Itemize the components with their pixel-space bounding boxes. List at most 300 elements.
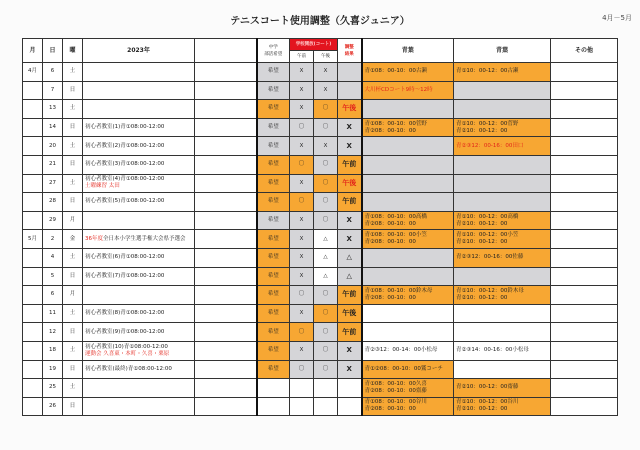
aoba-1-cell	[362, 230, 454, 249]
weekday-cell: 土	[63, 248, 83, 267]
result-cell: 午後	[338, 100, 362, 119]
weekday-cell: 日	[63, 155, 83, 174]
blank-cell	[195, 248, 257, 267]
weekday-cell: 日	[63, 81, 83, 100]
aoba-1-cell	[362, 118, 454, 137]
blank-cell	[195, 360, 257, 379]
date-range: 4月－5月	[602, 14, 632, 22]
am-cell: X	[290, 81, 314, 100]
booking-text: 青②10：00-12：00	[456, 406, 508, 413]
blank-cell	[195, 304, 257, 323]
aoba-1-cell	[362, 397, 454, 416]
aoba-2-cell	[454, 137, 551, 156]
aoba-2-cell	[454, 211, 551, 230]
table-row	[23, 100, 618, 119]
aoba-1-cell	[362, 360, 454, 379]
booking-text: 青②08：00-10：00齋藤	[364, 387, 427, 394]
aoba-2-cell	[454, 248, 551, 267]
result-cell	[338, 63, 362, 82]
pm-cell: 〇	[314, 174, 338, 193]
result-cell: △	[338, 248, 362, 267]
booking-text: 青①10：00-12：00小笠	[456, 232, 519, 239]
table-row	[23, 193, 618, 212]
booking-text: 青②08：00-10：00	[364, 127, 416, 134]
day-cell: 6	[43, 286, 63, 305]
pm-cell: 〇	[314, 323, 338, 342]
month-cell	[23, 81, 43, 100]
club-request-cell: 希望	[257, 174, 290, 193]
event-text: 初心者教室(4)青①08:00-12:00	[85, 176, 165, 183]
pm-cell: 〇	[314, 360, 338, 379]
month-cell	[23, 267, 43, 286]
booking-text: 青②10：00-12：00	[456, 127, 508, 134]
event-text: 初心者教室(9)青①08:00-12:00	[85, 328, 165, 335]
result-cell: △	[338, 267, 362, 286]
aoba-2-cell	[454, 267, 551, 286]
am-cell: X	[290, 304, 314, 323]
booking-text: 青①08：00-10：00古瀬	[364, 68, 427, 75]
pm-cell: 〇	[314, 193, 338, 212]
club-request-cell: 希望	[257, 267, 290, 286]
weekday-cell: 日	[63, 360, 83, 379]
booking-text: 青①08：00-10：00高橋	[364, 213, 427, 220]
aoba-1-cell	[362, 248, 454, 267]
aoba-2-cell	[454, 341, 551, 360]
blank-cell	[195, 118, 257, 137]
club-request-cell: 希望	[257, 360, 290, 379]
result-cell: X	[338, 118, 362, 137]
header-other: その他	[551, 39, 618, 63]
pm-cell: 〇	[314, 155, 338, 174]
table-row	[23, 137, 618, 156]
result-cell: 午後	[338, 174, 362, 193]
club-request-cell: 希望	[257, 341, 290, 360]
pm-cell: 〇	[314, 286, 338, 305]
club-request-cell: 希望	[257, 137, 290, 156]
result-cell: 午後	[338, 304, 362, 323]
table-row	[23, 379, 618, 398]
event-cell	[83, 323, 195, 342]
day-cell: 18	[43, 341, 63, 360]
blank-cell	[195, 341, 257, 360]
result-cell	[338, 379, 362, 398]
result-cell: X	[338, 360, 362, 379]
booking-text: 青②08：00-10：00	[364, 406, 416, 413]
header-month: 月	[23, 39, 43, 63]
event-text: 全日本小学生選手権大会県予選会	[103, 235, 186, 242]
pm-cell: △	[314, 267, 338, 286]
table-row	[23, 267, 618, 286]
aoba-1-cell	[362, 267, 454, 286]
header-blank	[195, 39, 257, 63]
day-cell: 26	[43, 397, 63, 416]
pm-cell: X	[314, 63, 338, 82]
header-weekday: 曜	[63, 39, 83, 63]
day-cell: 21	[43, 155, 63, 174]
blank-cell	[195, 63, 257, 82]
event-cell	[83, 211, 195, 230]
club-request-cell: 希望	[257, 323, 290, 342]
booking-text: 青②08：00-10：00	[364, 239, 416, 246]
result-cell: X	[338, 341, 362, 360]
blank-cell	[195, 81, 257, 100]
am-cell: X	[290, 100, 314, 119]
aoba-2-cell	[454, 81, 551, 100]
table-row	[23, 360, 618, 379]
blank-cell	[195, 137, 257, 156]
event-cell	[83, 100, 195, 119]
am-cell: X	[290, 211, 314, 230]
pm-cell: 〇	[314, 304, 338, 323]
day-cell: 28	[43, 193, 63, 212]
aoba-2-cell	[454, 155, 551, 174]
other-cell	[551, 137, 618, 156]
booking-text: 青②③14：00-16：00小松母	[456, 347, 529, 354]
header-school-open: 学校開放(コート)	[290, 39, 338, 51]
booking-text: 青①10：00-12：00古瀬	[456, 68, 519, 75]
event-text: 初心者教室(7)青①08:00-12:00	[85, 272, 165, 279]
booking-text: 青①08：00-10：00小笠	[364, 232, 427, 239]
blank-cell	[195, 100, 257, 119]
event-note: 土曜練習 太田	[85, 183, 120, 190]
other-cell	[551, 81, 618, 100]
pm-cell: △	[314, 230, 338, 249]
event-text: 初心者教室(2)青①08:00-12:00	[85, 142, 165, 149]
booking-text: 青②③12：00-16：00佐藤	[456, 254, 524, 261]
am-cell: 〇	[290, 286, 314, 305]
aoba-2-cell	[454, 323, 551, 342]
event-cell	[83, 286, 195, 305]
weekday-cell: 日	[63, 323, 83, 342]
booking-text: 青②③12：00-14：00小松母	[364, 347, 438, 354]
event-cell	[83, 267, 195, 286]
table-row	[23, 211, 618, 230]
blank-cell	[195, 397, 257, 416]
header-aoba-2: 青葉	[454, 39, 551, 63]
table-row	[23, 286, 618, 305]
event-text: 初心者教室(3)青①08:00-12:00	[85, 161, 165, 168]
pm-cell: 〇	[314, 341, 338, 360]
aoba-2-cell	[454, 63, 551, 82]
blank-cell	[195, 211, 257, 230]
blank-cell	[195, 230, 257, 249]
weekday-cell: 土	[63, 341, 83, 360]
aoba-2-cell	[454, 286, 551, 305]
event-note: 運動会 久喜東・本町・久喜・栗原	[85, 350, 170, 357]
table-row	[23, 304, 618, 323]
aoba-1-cell	[362, 63, 454, 82]
day-cell: 27	[43, 174, 63, 193]
other-cell	[551, 118, 618, 137]
other-cell	[551, 379, 618, 398]
weekday-cell: 月	[63, 286, 83, 305]
pm-cell: 〇	[314, 118, 338, 137]
table-row	[23, 174, 618, 193]
result-cell: X	[338, 211, 362, 230]
club-request-cell	[257, 397, 290, 416]
month-cell	[23, 193, 43, 212]
other-cell	[551, 304, 618, 323]
result-cell	[338, 81, 362, 100]
club-request-cell: 希望	[257, 286, 290, 305]
am-cell	[290, 397, 314, 416]
event-cell	[83, 230, 195, 249]
event-cell	[83, 118, 195, 137]
result-cell: X	[338, 230, 362, 249]
booking-text: 青①10：00-12：00谷川	[456, 399, 519, 406]
aoba-1-cell	[362, 286, 454, 305]
am-cell: 〇	[290, 118, 314, 137]
header-pm: 午後	[314, 51, 338, 63]
am-cell: X	[290, 341, 314, 360]
blank-cell	[195, 174, 257, 193]
weekday-cell: 土	[63, 100, 83, 119]
booking-text: 青①08：00-10：00菅野	[364, 120, 427, 127]
pm-cell: 〇	[314, 100, 338, 119]
day-cell: 2	[43, 230, 63, 249]
header-aoba-1: 青葉	[362, 39, 454, 63]
club-request-cell: 希望	[257, 304, 290, 323]
aoba-1-cell	[362, 341, 454, 360]
month-cell	[23, 248, 43, 267]
event-cell	[83, 193, 195, 212]
booking-text: 青②10：00-12：00	[456, 294, 508, 301]
booking-text: 青②08：00-10：00	[364, 294, 416, 301]
pm-cell: 〇	[314, 211, 338, 230]
day-cell: 12	[43, 323, 63, 342]
table-row	[23, 248, 618, 267]
booking-text: 青②10：00-12：00	[456, 239, 508, 246]
result-cell: 午前	[338, 323, 362, 342]
event-cell	[83, 397, 195, 416]
result-cell: X	[338, 137, 362, 156]
pm-cell	[314, 397, 338, 416]
club-request-cell: 希望	[257, 193, 290, 212]
booking-text: 青①②08：00-10：00鷲コーチ	[364, 365, 443, 372]
aoba-2-cell	[454, 397, 551, 416]
event-cell	[83, 379, 195, 398]
booking-text: 青②③12：00-16：00田口	[456, 142, 524, 149]
event-cell	[83, 81, 195, 100]
am-cell: 〇	[290, 155, 314, 174]
aoba-1-cell	[362, 193, 454, 212]
aoba-2-cell	[454, 193, 551, 212]
other-cell	[551, 397, 618, 416]
day-cell: 5	[43, 267, 63, 286]
am-cell	[290, 379, 314, 398]
month-cell	[23, 286, 43, 305]
blank-cell	[195, 267, 257, 286]
weekday-cell: 土	[63, 379, 83, 398]
other-cell	[551, 286, 618, 305]
club-request-cell: 希望	[257, 100, 290, 119]
blank-cell	[195, 155, 257, 174]
weekday-cell: 土	[63, 137, 83, 156]
aoba-1-cell	[362, 155, 454, 174]
aoba-2-cell	[454, 100, 551, 119]
result-cell: 午前	[338, 193, 362, 212]
month-cell	[23, 397, 43, 416]
am-cell: 〇	[290, 360, 314, 379]
booking-text: 青①08：00-10：00久喜	[364, 380, 427, 387]
table-row	[23, 155, 618, 174]
booking-text: 青①08：00-10：00谷川	[364, 399, 427, 406]
event-cell	[83, 155, 195, 174]
month-cell	[23, 323, 43, 342]
header-year: 2023年	[83, 39, 195, 63]
booking-text: 青①10：00-12：00菅野	[456, 120, 519, 127]
event-cell	[83, 174, 195, 193]
event-text: 初心者教室(10)青①08:00-12:00	[85, 343, 168, 350]
booking-text: 青②10：00-12：00	[456, 220, 508, 227]
club-request-cell: 希望	[257, 118, 290, 137]
am-cell: 〇	[290, 323, 314, 342]
club-request-cell: 希望	[257, 248, 290, 267]
table-row	[23, 341, 618, 360]
weekday-cell: 金	[63, 230, 83, 249]
day-cell: 14	[43, 118, 63, 137]
month-cell	[23, 155, 43, 174]
other-cell	[551, 360, 618, 379]
booking-text: 青①10：00-12：00鈴木母	[456, 287, 524, 294]
result-cell: 午前	[338, 286, 362, 305]
table-row	[23, 323, 618, 342]
club-request-cell: 希望	[257, 63, 290, 82]
blank-cell	[195, 193, 257, 212]
aoba-2-cell	[454, 379, 551, 398]
other-cell	[551, 63, 618, 82]
am-cell: 〇	[290, 193, 314, 212]
other-cell	[551, 248, 618, 267]
pm-cell: X	[314, 137, 338, 156]
day-cell: 6	[43, 63, 63, 82]
weekday-cell: 土	[63, 304, 83, 323]
event-text: 初心者教室(1)青①08:00-12:00	[85, 124, 165, 131]
other-cell	[551, 174, 618, 193]
other-cell	[551, 211, 618, 230]
aoba-2-cell	[454, 360, 551, 379]
header-day: 日	[43, 39, 63, 63]
other-cell	[551, 323, 618, 342]
weekday-cell: 日	[63, 397, 83, 416]
month-cell	[23, 211, 43, 230]
day-cell: 20	[43, 137, 63, 156]
month-cell	[23, 118, 43, 137]
booking-text: 大川杯CDコート9時～12時	[364, 86, 433, 93]
weekday-cell: 土	[63, 174, 83, 193]
event-text: 初心者教室(8)青①08:00-12:00	[85, 310, 165, 317]
club-request-cell	[257, 379, 290, 398]
table-row	[23, 397, 618, 416]
event-cell	[83, 248, 195, 267]
am-cell: X	[290, 137, 314, 156]
club-request-cell: 希望	[257, 155, 290, 174]
weekday-cell: 土	[63, 63, 83, 82]
aoba-1-cell	[362, 323, 454, 342]
event-cell	[83, 137, 195, 156]
day-cell: 29	[43, 211, 63, 230]
weekday-cell: 日	[63, 193, 83, 212]
blank-cell	[195, 379, 257, 398]
weekday-cell: 日	[63, 267, 83, 286]
am-cell: X	[290, 248, 314, 267]
club-request-cell: 希望	[257, 230, 290, 249]
header-result: 調整 結果	[338, 39, 362, 63]
event-cell	[83, 341, 195, 360]
event-text: 初心者教室(6)青①08:00-12:00	[85, 254, 165, 261]
club-request-cell: 希望	[257, 81, 290, 100]
day-cell: 25	[43, 379, 63, 398]
month-cell: 4月	[23, 63, 43, 82]
table-row	[23, 230, 618, 249]
other-cell	[551, 155, 618, 174]
aoba-1-cell	[362, 81, 454, 100]
day-cell: 7	[43, 81, 63, 100]
event-year-label: 36年度	[85, 235, 103, 242]
other-cell	[551, 341, 618, 360]
header-am: 午前	[290, 51, 314, 63]
day-cell: 11	[43, 304, 63, 323]
other-cell	[551, 267, 618, 286]
club-request-cell: 希望	[257, 211, 290, 230]
am-cell: X	[290, 230, 314, 249]
weekday-cell: 月	[63, 211, 83, 230]
month-cell	[23, 341, 43, 360]
event-cell	[83, 304, 195, 323]
pm-cell: X	[314, 81, 338, 100]
table-row	[23, 63, 618, 82]
pm-cell: △	[314, 248, 338, 267]
result-cell	[338, 397, 362, 416]
booking-text: 青①08：00-10：00鈴木母	[364, 287, 433, 294]
document-title: テニスコート使用調整（久喜ジュニア）	[230, 16, 410, 27]
month-cell	[23, 137, 43, 156]
aoba-1-cell	[362, 304, 454, 323]
aoba-1-cell	[362, 379, 454, 398]
day-cell: 19	[43, 360, 63, 379]
blank-cell	[195, 286, 257, 305]
blank-cell	[195, 323, 257, 342]
month-cell	[23, 174, 43, 193]
event-cell	[83, 63, 195, 82]
day-cell: 4	[43, 248, 63, 267]
month-cell	[23, 304, 43, 323]
event-text: 初心者教室(最終)青①08:00-12:00	[85, 365, 172, 372]
month-cell	[23, 360, 43, 379]
aoba-1-cell	[362, 137, 454, 156]
aoba-1-cell	[362, 211, 454, 230]
month-cell	[23, 100, 43, 119]
am-cell: X	[290, 63, 314, 82]
aoba-2-cell	[454, 118, 551, 137]
booking-text: 青②10：00-12：00齋藤	[456, 384, 519, 391]
result-cell: 午前	[338, 155, 362, 174]
other-cell	[551, 230, 618, 249]
event-cell	[83, 360, 195, 379]
month-cell: 5月	[23, 230, 43, 249]
aoba-1-cell	[362, 100, 454, 119]
booking-text: 青②08：00-10：00	[364, 220, 416, 227]
court-schedule-table	[22, 38, 618, 416]
event-text: 初心者教室(5)青①08:00-12:00	[85, 198, 165, 205]
aoba-1-cell	[362, 174, 454, 193]
aoba-2-cell	[454, 230, 551, 249]
table-row	[23, 118, 618, 137]
month-cell	[23, 379, 43, 398]
am-cell: X	[290, 267, 314, 286]
pm-cell	[314, 379, 338, 398]
day-cell: 13	[43, 100, 63, 119]
